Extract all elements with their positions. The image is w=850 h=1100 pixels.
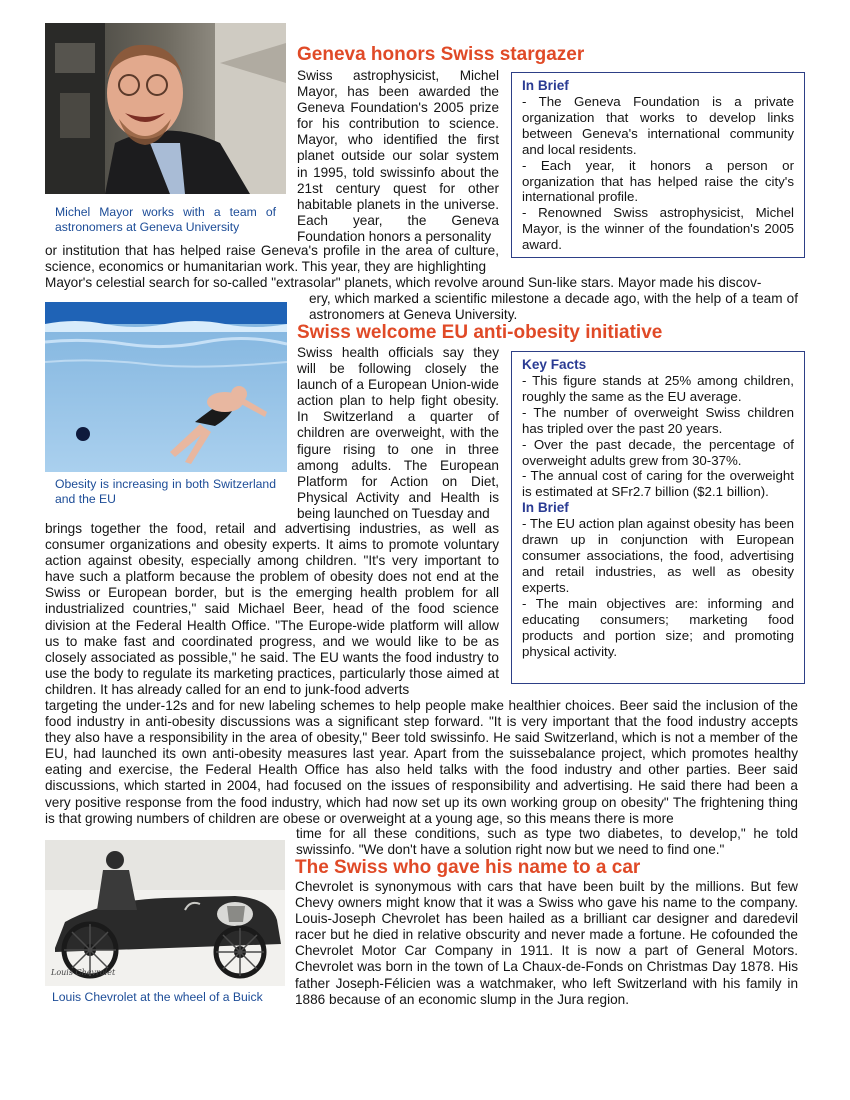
article1-text-full: Mayor's celestial search for so-called "extrasolar" planets, which revolve around Sun-like stars. Mayor made his discov- — [45, 275, 762, 290]
in-brief-title-1: In Brief — [522, 78, 569, 93]
mayor-photo — [45, 23, 286, 194]
article2-text-full: targeting the under-12s and for new labeling schemes to help people make healthier choices. Beer said the inclusion of the food industry in anti-obesity discussions was a significant step forward. "It is very important that the food industry accepts they also have a responsibility in the area of obesity," Beer told swissinfo. He said Switzerland, which is not a member of the EU, had launched its own anti-obesity measures last year. Apart from the suissebalance project, which promotes healthy eating and exercise, the Federal Health Office has also held talks with the food industry and other parties. Beer said discussions, which started in 2004, had focused on the issues of responsibility and advertising. He said there had been a very positive response from the food industry, which had now set up its own working group on obesity" The frightening thing is that growing numbers of children are obese or overweight at a young age, so this means there is more — [45, 698, 798, 826]
key-facts-item: - The number of overweight Swiss children has tripled over the past 20 years. — [522, 404, 794, 436]
in-brief-1-item: - The Geneva Foundation is a private organization that works to develop links between Geneva's international community and local residents. — [522, 94, 794, 157]
article2-text-wide: brings together the food, retail and advertising industries, as well as consumer organizations and obesity experts. It aims to promote voluntary action against obesity, especially among children. "It's very important to have such a platform because the problem of obesity does not end at the Swiss or European border, but is the emerging health problem for all industrialized countries," said Michael Beer, head of the food science division at the Federal Health Office. "The Europe-wide platform will allow us to make fast and coordinated progress, and we would like to be as closely associated as possible," he said. The EU wants the food industry to use the body to regulate its marketing practices, particularly those aimed at children. It has already called for an end to junk-food adverts — [45, 521, 499, 697]
swimmer-photo — [45, 302, 287, 472]
headline-swiss-car: The Swiss who gave his name to a car — [295, 857, 641, 878]
race-car-photo-icon — [45, 840, 285, 986]
in-brief-1-item: - Renowned Swiss astrophysicist, Michel Mayor, is the winner of the foundation's 2005 award. — [522, 205, 794, 253]
article1-text-narrow: Swiss astrophysicist, Michel Mayor, has been awarded the Geneva Foundation's 2005 prize for his contribution to science. Mayor, who identified the first planet outside our solar system in 1995, told swissinfo about the 21st century quest for other habitable planets in the universe. Each year, the Geneva Foundation honors a personality — [297, 68, 499, 244]
in-brief-box-1 — [511, 72, 805, 258]
article1-text-wide: or institution that has helped raise Geneva's profile in the area of culture, science, economics or humanitarian work. This year, they are highlighting — [45, 243, 499, 275]
swimmer-photo-icon — [45, 302, 287, 472]
article3-text: Chevrolet is synonymous with cars that have been built by the millions. But few Chevy owners might know that it was a Swiss who gave his name to the company. Louis-Joseph Chevrolet has been hailed as a brilliant car designer and daredevil racer but he died in relative obscurity and never made a fortune. He cofounded the Chevrolet Motor Car Company in 1911. It is now a part of General Motors. Chevrolet was born in the town of La Chaux-de-Fonds on Christmas Day 1878. His father Joseph-Félicien was a watchmaker, who left Switzerland with his family in 1886 because of an economic slump in the Jura region. — [295, 879, 798, 1007]
key-facts-item: - This figure stands at 25% among children, roughly the same as the EU average. — [522, 373, 794, 404]
portrait-photo-icon — [45, 23, 286, 194]
headline-anti-obesity: Swiss welcome EU anti-obesity initiative — [297, 322, 663, 343]
in-brief-1-item: - Each year, it honors a person or organization that has helped raise the city's international profile. — [522, 157, 794, 205]
key-facts-item: - The annual cost of caring for the overweight is estimated at SFr2.7 billion ($2.1 billion). — [522, 468, 794, 500]
article2-text-right: time for all these conditions, such as type two diabetes, to develop," he told swissinfo. "We don't have a solution right now but we need to find one." — [296, 826, 798, 858]
in-brief-2-item: - The main objectives are: informing and educating consumers; marketing food products and portion size; and promoting physical activity. — [522, 595, 794, 659]
swimmer-photo-caption: Obesity is increasing in both Switzerland and the EU — [55, 477, 276, 506]
key-facts-box — [511, 351, 805, 684]
chevrolet-photo-caption: Louis Chevrolet at the wheel of a Buick — [52, 990, 263, 1004]
key-facts-title: Key Facts — [522, 357, 587, 372]
article2-text-narrow: Swiss health officials say they will be following closely the launch of a European Union-wide action plan to help fight obesity. In Switzerland a quarter of children are overweight, with the figure rising to one in three among adults. The European Platform for Action on Diet, Physical Activity and Health is being launched on Tuesday and — [297, 345, 499, 521]
headline-geneva-honors: Geneva honors Swiss stargazer — [297, 44, 585, 65]
article1-text-right: ery, which marked a scientific milestone a decade ago, with the help of a team of astronomers at Geneva University. — [309, 291, 798, 323]
mayor-photo-caption: Michel Mayor works with a team of astronomers at Geneva University — [55, 205, 276, 234]
chevrolet-photo — [45, 840, 285, 986]
photo-signature: Louis Chevrolet — [51, 968, 116, 977]
key-facts-item: - Over the past decade, the percentage of overweight adults grew from 30-37%. — [522, 436, 794, 468]
in-brief-title-2: In Brief — [522, 500, 569, 516]
in-brief-2-item: - The EU action plan against obesity has been drawn up in conjunction with European consumer associations, the food, advertising and retail industries, as well as obesity experts. — [522, 516, 794, 595]
